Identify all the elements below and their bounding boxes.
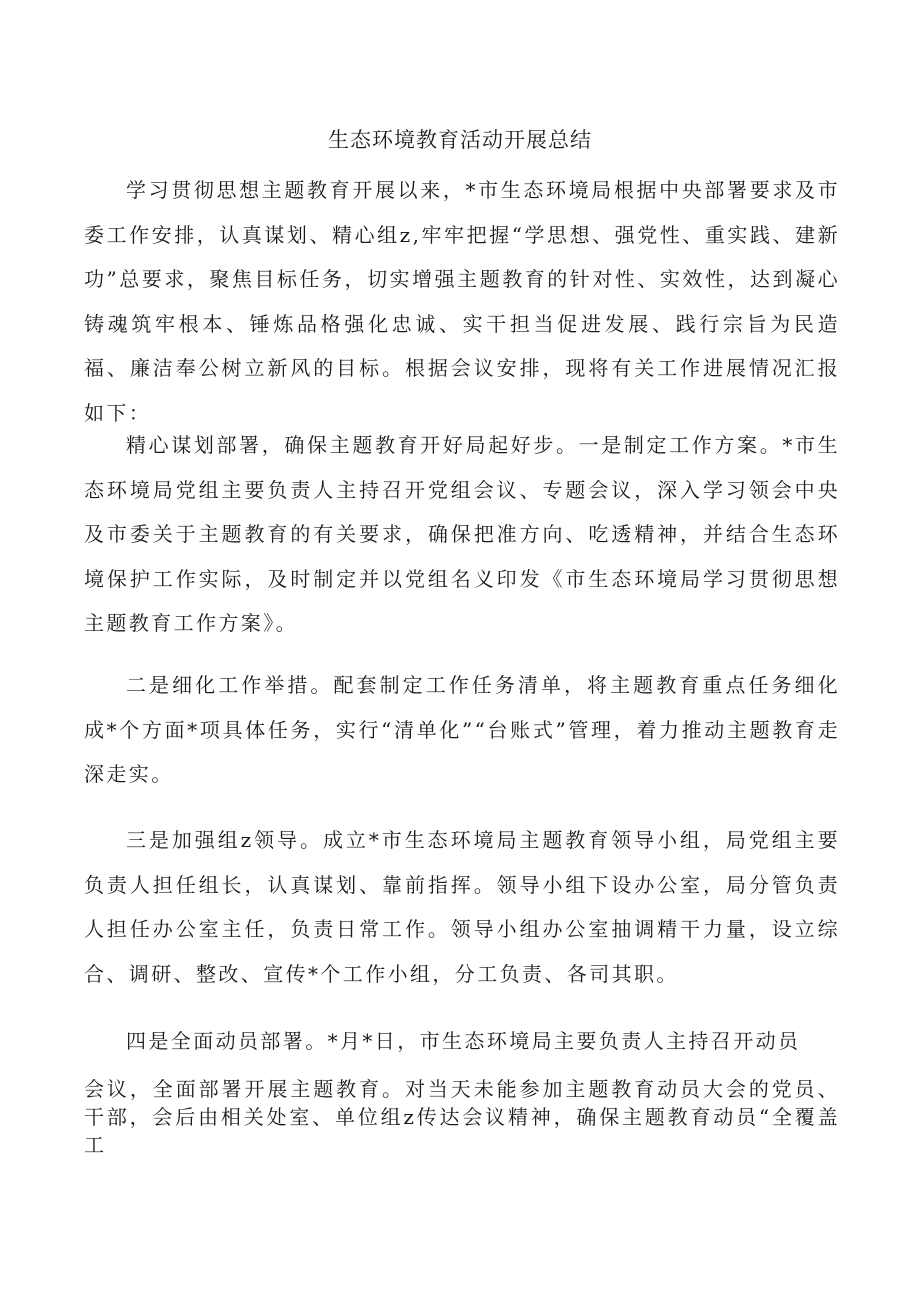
paragraph-intro: 学习贯彻思想主题教育开展以来，*市生态环境局根据中央部署要求及市委工作安排，认真谋划、精心组z,牢牢把握“学思想、强党性、重实践、建新功”总要求，聚焦目标任务，切实增强主题教育的针对性、实效性，达到凝心铸魂筑牢根本、锤炼品格强化忠诚、实干担当促进发展、践行宗旨为民造福、廉洁奉公树立新风的目标。根据会议安排，现将有关工作进展情况汇报如下： <box>84 178 840 425</box>
paragraph-leadership: 三是加强组z领导。成立*市生态环境局主题教育领导小组，局党组主要负责人担任组长，认真谋划、靠前指挥。领导小组下设办公室，局分管负责人担任办公室主任，负责日常工作。领导小组办公室抽调精干力量，设立综合、调研、整改、宣传*个工作小组，分工负责、各司其职。 <box>84 828 840 986</box>
paragraph-mobilization-first-line: 四是全面动员部署。*月*日，市生态环境局主要负责人主持召开动员 <box>126 1029 801 1053</box>
paragraph-mobilization <box>84 1027 840 1159</box>
paragraph-plan: 精心谋划部署，确保主题教育开好局起好步。一是制定工作方案。*市生态环境局党组主要负责人主持召开党组会议、专题会议，深入学习领会中央及市委关于主题教育的有关要求，确保把准方向、吃透精神，并结合生态环境保护工作实际，及时制定并以党组名义印发《市生态环境局学习贯彻思想主题教育工作方案》。 <box>84 433 840 635</box>
paragraph-measures: 二是细化工作举措。配套制定工作任务清单，将主题教育重点任务细化成*个方面*项具体任务，实行“清单化”“台账式”管理，着力推动主题教育走深走实。 <box>84 673 840 786</box>
paragraph-mobilization-rest: 会议，全面部署开展主题教育。对当天未能参加主题教育动员大会的党员、干部，会后由相关处室、单位组z传达会议精神，确保主题教育动员“全覆盖工 <box>84 1077 840 1157</box>
document-title: 生态环境教育活动开展总结 <box>328 128 592 152</box>
